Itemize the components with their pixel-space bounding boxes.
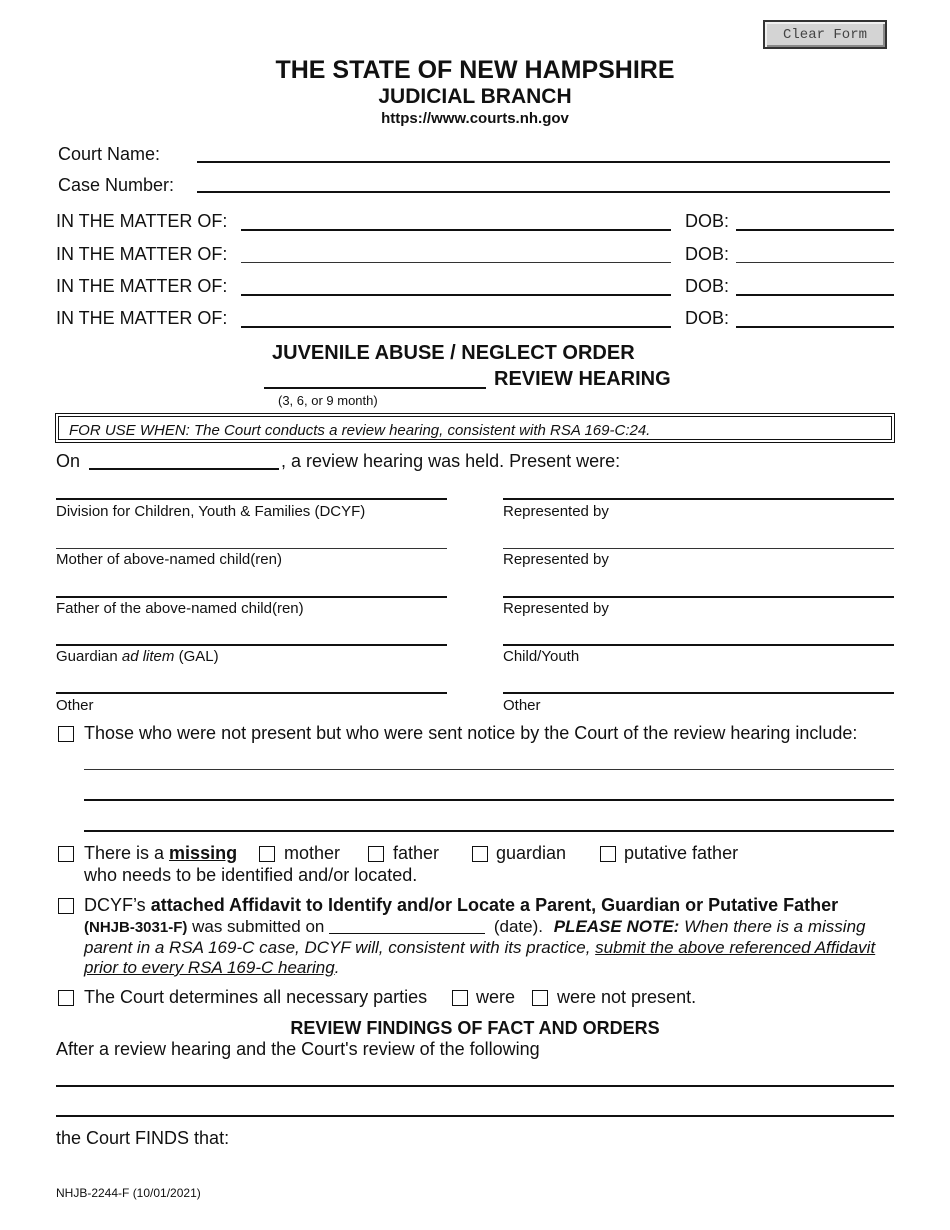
court-url: https://www.courts.nh.gov xyxy=(381,110,569,127)
represented-by-label: Represented by xyxy=(503,600,609,617)
matter-name-field[interactable] xyxy=(241,262,671,263)
matter-label: IN THE MATTER OF: xyxy=(56,308,228,328)
not-present-field[interactable] xyxy=(84,769,894,770)
representative-field[interactable] xyxy=(503,498,894,500)
court-finds-label: the Court FINDS that: xyxy=(56,1128,230,1148)
other-label: Other xyxy=(503,697,541,714)
dob-field[interactable] xyxy=(736,294,894,296)
branch-title: JUDICIAL BRANCH xyxy=(378,85,572,108)
use-when-text: FOR USE WHEN: The Court conducts a review hearing, consistent with RSA 169-C:24. xyxy=(58,416,892,440)
guardian-label: guardian xyxy=(496,843,567,863)
affidavit-line4 xyxy=(84,958,339,978)
party-label: Division for Children, Youth & Families (DCYF) xyxy=(56,503,366,520)
missing-second-line: who needs to be identified and/or located. xyxy=(84,865,418,885)
dob-label: DOB: xyxy=(685,308,730,328)
missing-text xyxy=(84,843,237,864)
representative-field[interactable] xyxy=(503,596,894,598)
representative-field[interactable] xyxy=(503,548,894,549)
matter-name-field[interactable] xyxy=(241,229,671,231)
note-line3-end: . xyxy=(334,958,340,977)
order-title: JUVENILE ABUSE / NEGLECT ORDER xyxy=(272,342,635,364)
gal-label-text: Guardian xyxy=(56,648,122,665)
child-youth-label: Child/Youth xyxy=(503,648,580,665)
month-hint: (3, 6, or 9 month) xyxy=(278,393,378,408)
party-name-field[interactable] xyxy=(56,596,447,598)
matter-name-field[interactable] xyxy=(241,326,671,328)
mother-checkbox[interactable] xyxy=(259,846,275,862)
case-number-label: Case Number: xyxy=(58,175,175,195)
review-items-field[interactable] xyxy=(56,1115,894,1117)
affidavit-prefix: DCYF’s xyxy=(84,895,151,915)
were-label: were xyxy=(476,987,516,1007)
affidavit-date-suffix: (date). xyxy=(493,917,543,936)
were-not-label: were not present. xyxy=(557,987,697,1007)
affidavit-submitted: was submitted on xyxy=(187,917,330,936)
state-title: THE STATE OF NEW HAMPSHIRE xyxy=(275,56,675,84)
not-present-field[interactable] xyxy=(84,799,894,801)
dob-label: DOB: xyxy=(685,276,730,296)
findings-intro: After a review hearing and the Court's review of the following xyxy=(56,1039,540,1059)
note-text: When there is a missing xyxy=(679,917,866,936)
note-line2: parent in a RSA 169-C case, DCYF will, consistent with its practice, xyxy=(84,938,596,957)
not-present-field[interactable] xyxy=(84,830,894,832)
findings-heading: REVIEW FINDINGS OF FACT AND ORDERS xyxy=(290,1018,660,1038)
party-label: Mother of above-named child(ren) xyxy=(56,551,282,568)
were-checkbox[interactable] xyxy=(452,990,468,1006)
note-line2-underlined: submit the above referenced Affidavit xyxy=(595,938,876,957)
affidavit-form-code: (NHJB-3031-F) xyxy=(84,919,188,936)
hearing-held-text: , a review hearing was held. Present were: xyxy=(281,451,621,471)
affidavit-title: attached Affidavit to Identify and/or Locate a Parent, Guardian or Putative Father xyxy=(150,895,839,915)
other-field[interactable] xyxy=(503,692,894,694)
dob-label: DOB: xyxy=(685,244,730,264)
represented-by-label: Represented by xyxy=(503,503,609,520)
matter-label: IN THE MATTER OF: xyxy=(56,211,228,231)
court-name-label: Court Name: xyxy=(58,144,161,164)
review-hearing-title: REVIEW HEARING xyxy=(494,368,671,390)
affidavit-line1 xyxy=(84,895,838,916)
affidavit-line2 xyxy=(84,917,865,937)
party-name-field[interactable] xyxy=(56,548,447,549)
dob-field[interactable] xyxy=(736,262,894,263)
not-present-checkbox[interactable] xyxy=(58,726,74,742)
clear-form-button[interactable]: Clear Form xyxy=(763,20,887,49)
please-note: PLEASE NOTE: xyxy=(553,917,680,936)
on-label: On xyxy=(56,451,81,471)
dob-label: DOB: xyxy=(685,211,730,231)
mother-label: mother xyxy=(284,843,341,863)
parties-text: The Court determines all necessary parties xyxy=(84,987,428,1007)
dob-field[interactable] xyxy=(736,229,894,231)
gal-label xyxy=(56,648,219,665)
other-label: Other xyxy=(56,697,94,714)
party-name-field[interactable] xyxy=(56,498,447,500)
not-present-text: Those who were not present but who were sent notice by the Court of the review hearing include: xyxy=(84,723,858,743)
form-number: NHJB-2244-F (10/01/2021) xyxy=(56,1186,201,1200)
matter-label: IN THE MATTER OF: xyxy=(56,276,228,296)
use-when-box xyxy=(55,413,895,443)
missing-word: missing xyxy=(169,843,238,863)
were-not-checkbox[interactable] xyxy=(532,990,548,1006)
putative-father-checkbox[interactable] xyxy=(600,846,616,862)
missing-checkbox[interactable] xyxy=(58,846,74,862)
party-name-field[interactable] xyxy=(56,692,447,694)
case-number-field[interactable] xyxy=(197,191,890,193)
missing-prefix: There is a xyxy=(84,843,170,863)
party-name-field[interactable] xyxy=(56,644,447,646)
review-month-field[interactable] xyxy=(264,387,486,389)
matter-name-field[interactable] xyxy=(241,294,671,296)
affidavit-line3 xyxy=(84,938,875,958)
affidavit-date-field[interactable] xyxy=(329,933,485,934)
affidavit-checkbox[interactable] xyxy=(58,898,74,914)
gal-suffix: (GAL) xyxy=(174,648,219,665)
parties-checkbox[interactable] xyxy=(58,990,74,1006)
dob-field[interactable] xyxy=(736,326,894,328)
party-label: Father of the above-named child(ren) xyxy=(56,600,304,617)
father-checkbox[interactable] xyxy=(368,846,384,862)
father-label: father xyxy=(393,843,440,863)
note-line3-underlined: prior to every RSA 169-C hearing xyxy=(84,958,335,977)
putative-father-label: putative father xyxy=(624,843,739,863)
guardian-checkbox[interactable] xyxy=(472,846,488,862)
child-field[interactable] xyxy=(503,644,894,646)
hearing-date-field[interactable] xyxy=(89,468,279,470)
review-items-field[interactable] xyxy=(56,1085,894,1087)
gal-italic: ad litem xyxy=(121,648,175,665)
represented-by-label: Represented by xyxy=(503,551,609,568)
matter-label: IN THE MATTER OF: xyxy=(56,244,228,264)
court-name-field[interactable] xyxy=(197,161,890,163)
